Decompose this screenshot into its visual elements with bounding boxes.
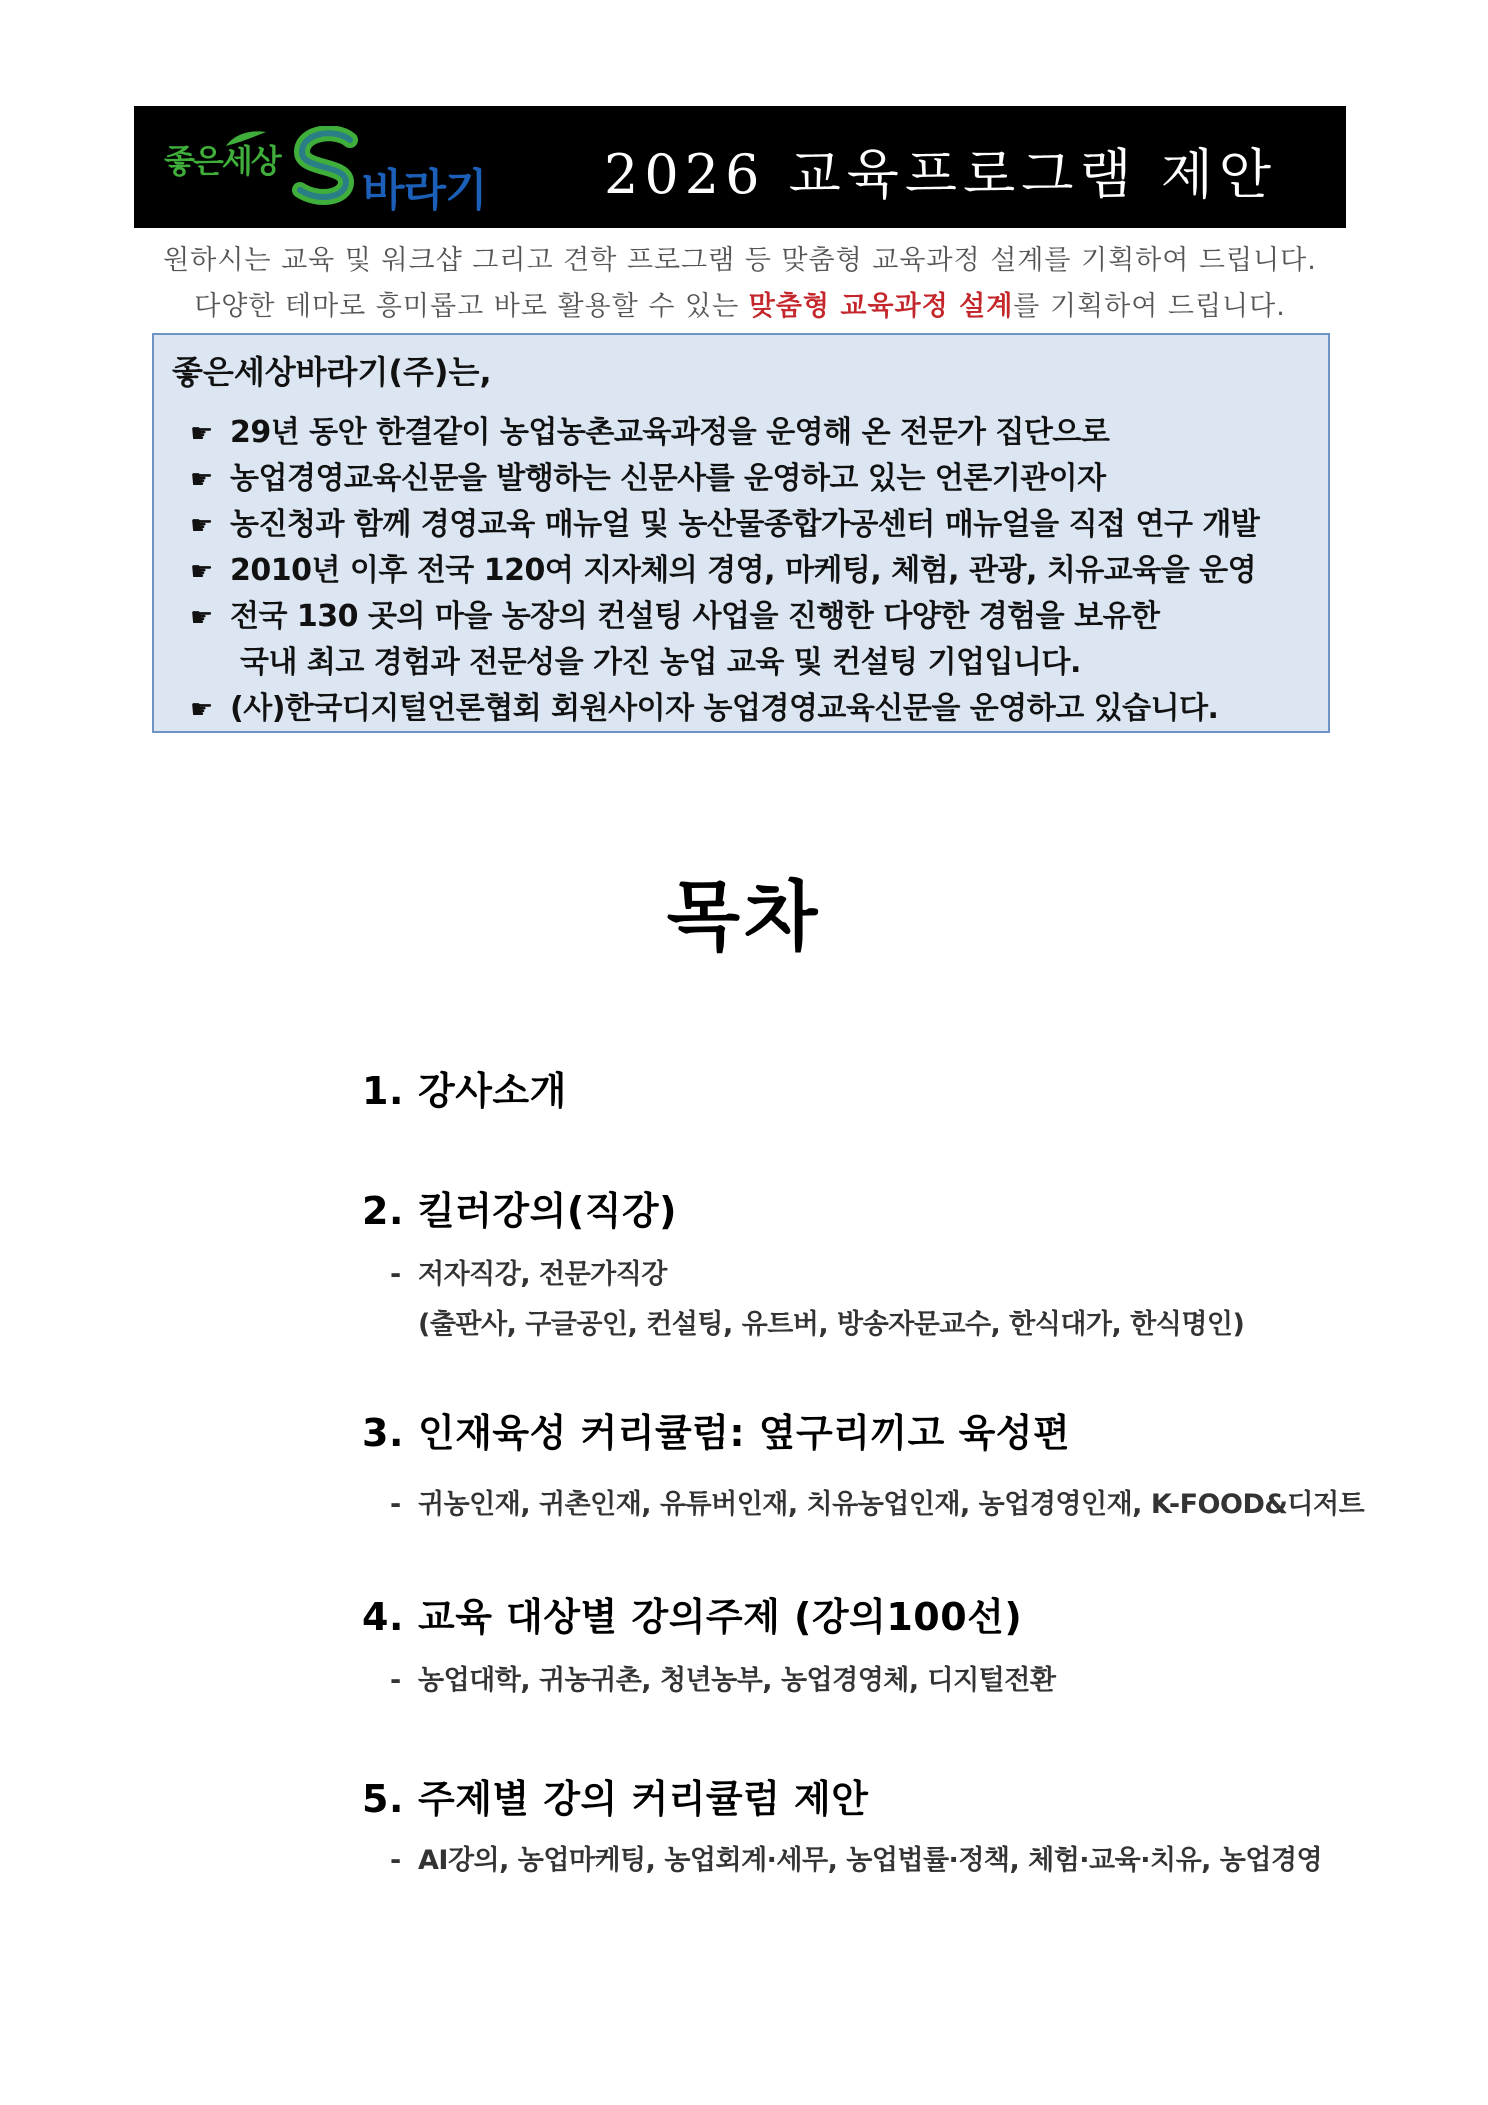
toc-section-2-sub-detail: (출판사, 구글공인, 컨설팅, 유트버, 방송자문교수, 한식대가, 한식명인) (418, 1309, 1245, 1340)
toc-section-3-sub: - 귀농인재, 귀촌인재, 유튜버인재, 치유농업인재, 농업경영인재, K-FOOD&디저트 (390, 1489, 1365, 1520)
logo-green-text: 좋은세상 (164, 142, 280, 180)
toc-title: 목차 (666, 872, 822, 961)
header-bar (134, 106, 1346, 228)
info-item-continuation: 국내 최고 경험과 전문성을 가진 농업 교육 및 컨설팅 기업입니다. (240, 645, 1081, 680)
company-logo (164, 126, 524, 216)
info-item: ☛ 2010년 이후 전국 120여 지자체의 경영, 마케팅, 체험, 관광, 치유교육을 운영 (190, 553, 1257, 588)
pointing-hand-icon: ☛ (190, 557, 213, 587)
company-info-box (152, 333, 1330, 733)
toc-section-4: 4. 교육 대상별 강의주제 (강의100선) (362, 1595, 1023, 1639)
pointing-hand-icon: ☛ (190, 603, 213, 633)
leaf-icon (224, 130, 268, 148)
intro-line-1: 원하시는 교육 및 워크샵 그리고 견학 프로그램 등 맞춤형 교육과정 설계를 기획하여 드립니다. (163, 245, 1317, 276)
info-item: ☛ (사)한국디지털언론협회 회원사이자 농업경영교육신문을 운영하고 있습니다. (190, 691, 1219, 726)
pointing-hand-icon: ☛ (190, 465, 213, 495)
logo-blue-text: 바라기 (362, 165, 487, 216)
info-box-title: 좋은세상바라기(주)는, (172, 353, 492, 391)
document-title: 2026 교육프로그램 제안 (604, 143, 1278, 206)
info-item: ☛ 29년 동안 한결같이 농업농촌교육과정을 운영해 온 전문가 집단으로 (190, 415, 1110, 450)
intro-line-2-after: 를 기획하여 드립니다. (1013, 291, 1286, 322)
info-item: ☛ 농업경영교육신문을 발행하는 신문사를 운영하고 있는 언론기관이자 (190, 461, 1106, 496)
pointing-hand-icon: ☛ (190, 695, 213, 725)
toc-section-2: 2. 킬러강의(직강) (362, 1189, 677, 1233)
info-item: ☛ 전국 130 곳의 마을 농장의 컨설팅 사업을 진행한 다양한 경험을 보유한 (190, 599, 1160, 634)
info-item: ☛ 농진청과 함께 경영교육 매뉴얼 및 농산물종합가공센터 매뉴얼을 직접 연구 개발 (190, 507, 1260, 542)
pointing-hand-icon: ☛ (190, 419, 213, 449)
toc-section-5-sub: - AI강의, 농업마케팅, 농업회계·세무, 농업법률·정책, 체험·교육·치유, 농업경영 (390, 1845, 1323, 1876)
toc-section-1: 1. 강사소개 (362, 1069, 567, 1113)
toc-section-3: 3. 인재육성 커리큘럼: 옆구리끼고 육성편 (362, 1411, 1071, 1455)
pointing-hand-icon: ☛ (190, 511, 213, 541)
intro-highlight: 맞춤형 교육과정 설계 (748, 291, 1014, 322)
toc-section-2-sub: - 저자직강, 전문가직강 (390, 1259, 667, 1290)
intro-line-2-before: 다양한 테마로 흥미롭고 바로 활용할 수 있는 (194, 291, 749, 322)
intro-line-2 (134, 284, 1346, 323)
toc-section-5: 5. 주제별 강의 커리큘럼 제안 (362, 1777, 869, 1821)
s-logo-icon (288, 126, 368, 210)
toc-section-4-sub: - 농업대학, 귀농귀촌, 청년농부, 농업경영체, 디지털전환 (390, 1665, 1056, 1696)
